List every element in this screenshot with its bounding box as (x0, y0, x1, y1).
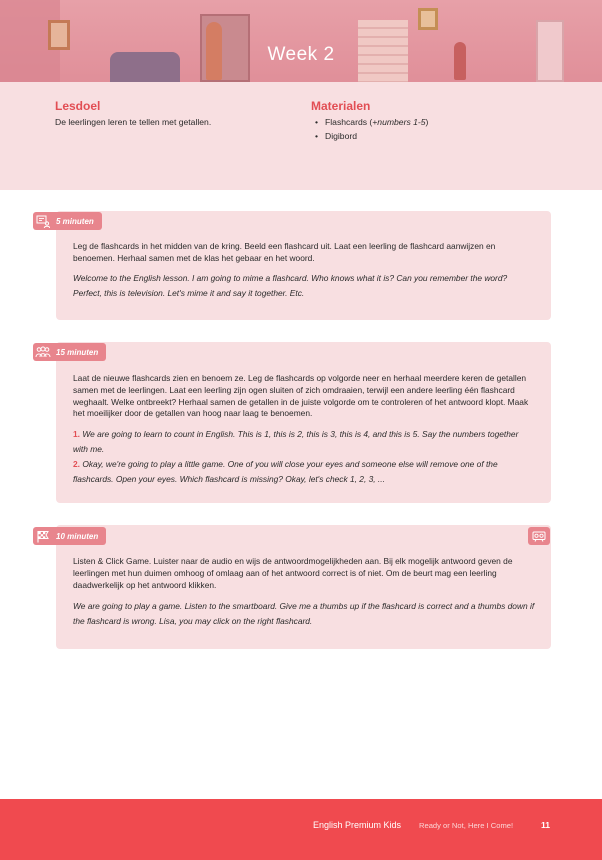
footer-subtitle: Ready or Not, Here I Come! (419, 821, 514, 830)
activity-card (56, 525, 551, 649)
materials-item: • Flashcards (+numbers 1-5) (315, 117, 428, 127)
materials-heading: Materialen (311, 99, 371, 113)
presenter-icon (33, 212, 53, 230)
materials-list (315, 117, 428, 145)
activity-time-tag (33, 527, 106, 545)
activity-time-tag (33, 212, 102, 230)
activity-instruction: Laat de nieuwe flashcards zien en benoem ze. Leg de flashcards op volgorde neer en herhaal meerdere keren de getallen samen met de leerlingen. Laat een leerling zijn ogen sluiten of zich omdraaien, terwijl een andere leerling één flashcard weghaalt. Welke ontbreekt? Herhaal samen de getallen in de juiste volgorde om te controleren of het antwoord klopt. Maak het moeilijker door de getallen van hoog naar laag te benoemen. (73, 373, 529, 419)
page-number: 11 (541, 820, 551, 830)
english-script-item: 2. Okay, we're going to play a little game. One of you will close your eyes and someone else will remove one of the flashcards. Open your eyes. Which flashcard is missing? Okay, let's check 1, 2, 3, ... (73, 459, 498, 484)
goal-text: De leerlingen leren te tellen met getallen. (55, 117, 212, 127)
activity-card (56, 211, 551, 320)
activity-time-tag (33, 343, 106, 361)
activity-instruction: Leg de flashcards in het midden van de kring. Beeld een flashcard uit. Laat een leerling de flashcard aanwijzen en benoemen. Herhaal samen met de klas het gebaar en het woord. (73, 241, 496, 263)
finish-flag-icon (33, 527, 53, 545)
page-footer (0, 799, 602, 860)
group-icon (33, 343, 53, 361)
materials-item: • Digibord (315, 131, 428, 141)
activity-duration: 10 minuten (56, 531, 99, 541)
activity-duration: 5 minuten (56, 216, 94, 226)
activity-instruction: Listen & Click Game. Luister naar de audio en wijs de antwoordmogelijkheden aan. Bij elk mogelijk antwoord geven de leerlingen met hun duimen omhoog of omlaag aan of het antwoord correct is of niet. Om de beurt mag een leerling daadwerkelijk op het antwoord klikken. (73, 556, 513, 590)
smartboard-icon (528, 527, 550, 545)
activity-card (56, 342, 551, 503)
goal-heading: Lesdoel (55, 99, 101, 113)
activity-english-script: We are going to play a game. Listen to the smartboard. Give me a thumbs up if the flashcard is correct and a thumbs down if the flashcard is wrong. Lisa, you may click on the right flashcard. (73, 601, 535, 626)
lesson-goal-section (0, 82, 602, 190)
english-script-item: 1. We are going to learn to count in English. This is 1, this is 2, this is 3, this is 4, and this is 5. Say the numbers together with me. (73, 429, 519, 454)
page-title: Week 2 (267, 44, 335, 65)
activity-english-script: Welcome to the English lesson. I am going to mime a flashcard. Who knows what it is? Can you remember the word? Perfect, this is television. Let's mime it and say it together. Etc. (73, 273, 508, 298)
footer-brand: English Premium Kids (313, 820, 402, 830)
banner-illustration-frame (418, 8, 438, 30)
activity-english-script (73, 427, 535, 487)
activity-duration: 15 minuten (56, 347, 99, 357)
header-banner (0, 0, 602, 82)
